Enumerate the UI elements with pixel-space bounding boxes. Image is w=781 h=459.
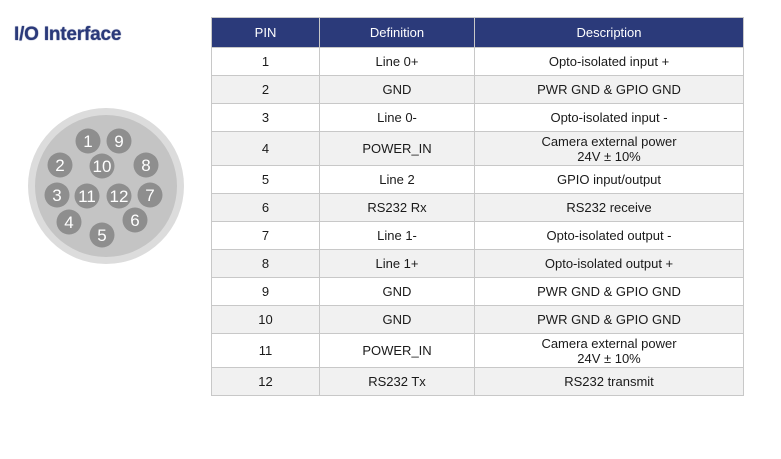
description-line: Camera external power — [541, 133, 677, 149]
cell-definition: Line 1+ — [320, 250, 475, 278]
cell-definition: GND — [320, 306, 475, 334]
description-line: Opto-isolated output + — [544, 256, 674, 271]
table-row — [212, 166, 744, 194]
pin-label: 4 — [64, 213, 74, 232]
cell-description — [475, 278, 744, 306]
pin-label: 9 — [114, 132, 124, 151]
cell-description — [475, 166, 744, 194]
cell-pin: 11 — [212, 334, 320, 368]
description-line: Camera external power — [541, 335, 677, 351]
cell-description — [475, 194, 744, 222]
table-row — [212, 132, 744, 166]
cell-description — [475, 104, 744, 132]
cell-definition: Line 0+ — [320, 48, 475, 76]
table-row — [212, 278, 744, 306]
connector-pin — [45, 183, 70, 208]
table-row — [212, 306, 744, 334]
cell-definition: POWER_IN — [320, 132, 475, 166]
cell-pin: 6 — [212, 194, 320, 222]
cell-definition: Line 0- — [320, 104, 475, 132]
cell-description — [475, 250, 744, 278]
cell-description — [475, 222, 744, 250]
connector-pin — [138, 183, 163, 208]
description-line: Opto-isolated output - — [546, 228, 672, 243]
pin-label: 10 — [92, 157, 112, 176]
cell-pin: 7 — [212, 222, 320, 250]
description-line: PWR GND & GPIO GND — [537, 284, 681, 299]
connector-pin — [134, 153, 159, 178]
pin-label: 8 — [141, 156, 151, 175]
pin-label: 7 — [145, 186, 155, 205]
cell-definition: RS232 Rx — [320, 194, 475, 222]
cell-pin: 8 — [212, 250, 320, 278]
cell-description — [475, 368, 744, 396]
cell-pin: 5 — [212, 166, 320, 194]
cell-pin: 2 — [212, 76, 320, 104]
pin-label: 12 — [109, 187, 129, 206]
pin-label: 3 — [52, 186, 62, 205]
description-line: GPIO input/output — [556, 172, 662, 187]
pin-label: 1 — [83, 132, 93, 151]
pin-label: 2 — [55, 156, 65, 175]
table-row — [212, 48, 744, 76]
column-header-pin: PIN — [212, 18, 320, 48]
connector-pin — [48, 153, 73, 178]
connector-pin — [76, 129, 101, 154]
table-row — [212, 104, 744, 132]
table-row — [212, 222, 744, 250]
description-line: RS232 receive — [566, 200, 652, 215]
connector-diagram — [28, 108, 184, 264]
description-line: Opto-isolated input - — [550, 110, 668, 125]
connector-pin — [90, 223, 115, 248]
connector-pin — [107, 184, 132, 209]
pin-label: 6 — [130, 211, 140, 230]
pin-label: 11 — [78, 187, 96, 206]
connector-pin — [75, 184, 100, 209]
description-line: RS232 transmit — [564, 374, 654, 389]
connector-pin — [107, 129, 132, 154]
cell-definition: GND — [320, 278, 475, 306]
table-header-row — [212, 18, 744, 48]
cell-description — [475, 76, 744, 104]
column-header-description: Description — [475, 18, 744, 48]
cell-description — [475, 306, 744, 334]
cell-description — [475, 132, 744, 166]
table-row — [212, 334, 744, 368]
description-line: PWR GND & GPIO GND — [537, 82, 681, 97]
cell-definition: RS232 Tx — [320, 368, 475, 396]
connector-pin — [90, 154, 115, 179]
column-header-definition: Definition — [320, 18, 475, 48]
table-row — [212, 250, 744, 278]
description-line: Opto-isolated input + — [548, 54, 670, 69]
cell-definition: POWER_IN — [320, 334, 475, 368]
cell-definition: Line 1- — [320, 222, 475, 250]
connector-pin — [57, 210, 82, 235]
table-row — [212, 368, 744, 396]
pin-table — [211, 17, 744, 396]
cell-pin: 3 — [212, 104, 320, 132]
cell-pin: 10 — [212, 306, 320, 334]
cell-pin: 12 — [212, 368, 320, 396]
cell-pin: 9 — [212, 278, 320, 306]
pin-label: 5 — [97, 226, 107, 245]
cell-definition: Line 2 — [320, 166, 475, 194]
description-line: 24V ± 10% — [577, 350, 641, 366]
table-row — [212, 76, 744, 104]
page-title: I/O Interface — [14, 24, 122, 45]
cell-definition: GND — [320, 76, 475, 104]
description-line: 24V ± 10% — [577, 148, 641, 164]
connector-pin — [123, 208, 148, 233]
cell-description — [475, 48, 744, 76]
table-row — [212, 194, 744, 222]
cell-pin: 1 — [212, 48, 320, 76]
description-line: PWR GND & GPIO GND — [537, 312, 681, 327]
cell-pin: 4 — [212, 132, 320, 166]
cell-description — [475, 334, 744, 368]
